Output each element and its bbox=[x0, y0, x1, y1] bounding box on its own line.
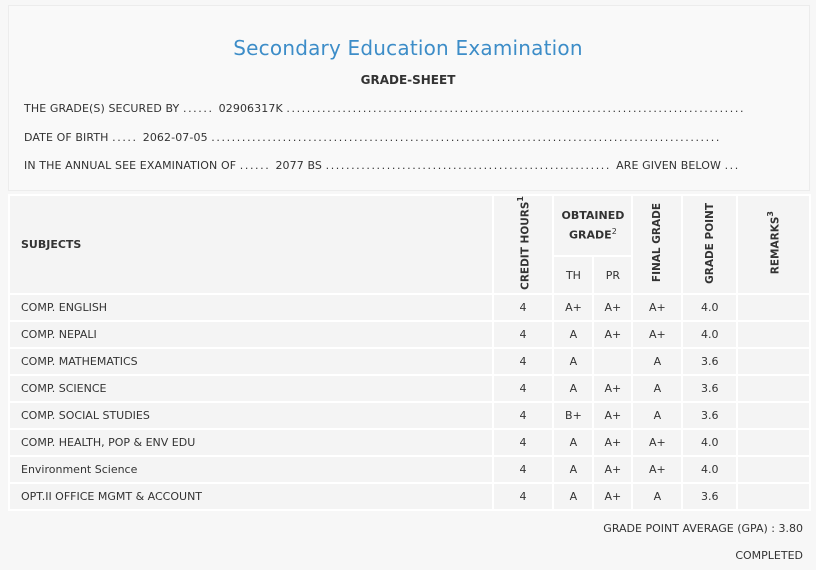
obtained-grade-header: OBTAINED GRADE$^2$ bbox=[553, 195, 632, 256]
table-row bbox=[9, 402, 810, 429]
subject-cell: COMP. SCIENCE bbox=[9, 375, 493, 402]
final-cell: A+ bbox=[632, 456, 682, 483]
gp-cell: 4.0 bbox=[682, 456, 737, 483]
remarks-cell bbox=[737, 483, 810, 510]
pr-cell: A+ bbox=[593, 321, 632, 348]
final-cell: A+ bbox=[632, 429, 682, 456]
pr-cell: A+ bbox=[593, 429, 632, 456]
th-cell: A bbox=[553, 483, 593, 510]
final-cell: A+ bbox=[632, 294, 682, 321]
pr-cell bbox=[593, 348, 632, 375]
final-cell: A bbox=[632, 483, 682, 510]
gpa-line bbox=[603, 522, 803, 535]
th-cell: B+ bbox=[553, 402, 593, 429]
gp-cell: 3.6 bbox=[682, 348, 737, 375]
symbol-number: 02906317K bbox=[218, 102, 283, 115]
final-cell: A+ bbox=[632, 321, 682, 348]
credit-cell: 4 bbox=[493, 348, 554, 375]
page-subtitle: GRADE-SHEET bbox=[360, 73, 456, 87]
dob-line: DATE OF BIRTH ..... 2062-07-05 .................................................................................................... bbox=[24, 131, 721, 144]
table-row bbox=[9, 483, 810, 510]
gp-cell: 4.0 bbox=[682, 321, 737, 348]
table-row bbox=[9, 294, 810, 321]
remarks-cell bbox=[737, 294, 810, 321]
gpa-value: 3.80 bbox=[778, 522, 803, 535]
final-grade-header: FINAL GRADE bbox=[632, 195, 682, 294]
exam-year: 2077 BS bbox=[275, 159, 322, 172]
th-cell: A bbox=[553, 375, 593, 402]
secured-by-label: THE GRADE(S) SECURED BY bbox=[24, 102, 180, 115]
given-below-label: ARE GIVEN BELOW bbox=[616, 159, 721, 172]
th-cell: A+ bbox=[553, 294, 593, 321]
remarks-cell bbox=[737, 456, 810, 483]
subject-cell: COMP. HEALTH, POP & ENV EDU bbox=[9, 429, 493, 456]
credit-cell: 4 bbox=[493, 456, 554, 483]
remarks-cell bbox=[737, 402, 810, 429]
th-cell: A bbox=[553, 456, 593, 483]
remarks-cell bbox=[737, 348, 810, 375]
grade-point-header: GRADE POINT bbox=[682, 195, 737, 294]
dob-value: 2062-07-05 bbox=[142, 131, 208, 144]
final-cell: A bbox=[632, 375, 682, 402]
secured-by-line: THE GRADE(S) SECURED BY ...... 02906317K .......................................................................................... bbox=[24, 102, 746, 115]
credit-cell: 4 bbox=[493, 483, 554, 510]
page-title: Secondary Education Examination bbox=[233, 36, 583, 60]
grades-table bbox=[8, 194, 811, 511]
gp-cell: 3.6 bbox=[682, 375, 737, 402]
table-row bbox=[9, 456, 810, 483]
gpa-label: GRADE POINT AVERAGE (GPA) : bbox=[603, 522, 775, 535]
table-row bbox=[9, 375, 810, 402]
pr-cell: A+ bbox=[593, 483, 632, 510]
subject-cell: COMP. SOCIAL STUDIES bbox=[9, 402, 493, 429]
remarks-cell bbox=[737, 321, 810, 348]
remarks-cell bbox=[737, 375, 810, 402]
credit-cell: 4 bbox=[493, 294, 554, 321]
remarks-header: REMARKS$^3$ bbox=[737, 195, 810, 294]
table-row bbox=[9, 321, 810, 348]
remarks-cell bbox=[737, 429, 810, 456]
subject-cell: OPT.II OFFICE MGMT & ACCOUNT bbox=[9, 483, 493, 510]
exam-label: IN THE ANNUAL SEE EXAMINATION OF bbox=[24, 159, 237, 172]
credit-cell: 4 bbox=[493, 402, 554, 429]
pr-cell: A+ bbox=[593, 402, 632, 429]
th-cell: A bbox=[553, 429, 593, 456]
gp-cell: 3.6 bbox=[682, 402, 737, 429]
pr-cell: A+ bbox=[593, 294, 632, 321]
exam-line: IN THE ANNUAL SEE EXAMINATION OF ...... 2077 BS ........................................................ ARE GIVEN BELOW ... bbox=[24, 159, 740, 172]
credit-cell: 4 bbox=[493, 429, 554, 456]
table-row bbox=[9, 348, 810, 375]
final-cell: A bbox=[632, 348, 682, 375]
pr-cell: A+ bbox=[593, 456, 632, 483]
pr-cell: A+ bbox=[593, 375, 632, 402]
th-cell: A bbox=[553, 321, 593, 348]
gp-cell: 4.0 bbox=[682, 429, 737, 456]
credit-hours-header: CREDIT HOURS$^1$ bbox=[493, 195, 554, 294]
th-cell: A bbox=[553, 348, 593, 375]
th-header: TH bbox=[553, 256, 593, 293]
pr-header: PR bbox=[593, 256, 632, 293]
final-cell: A bbox=[632, 402, 682, 429]
subject-cell: COMP. ENGLISH bbox=[9, 294, 493, 321]
gp-cell: 4.0 bbox=[682, 294, 737, 321]
gp-cell: 3.6 bbox=[682, 483, 737, 510]
table-row bbox=[9, 429, 810, 456]
credit-cell: 4 bbox=[493, 321, 554, 348]
subject-cell: COMP. NEPALI bbox=[9, 321, 493, 348]
subjects-header: SUBJECTS bbox=[9, 195, 493, 294]
subject-cell: Environment Science bbox=[9, 456, 493, 483]
credit-cell: 4 bbox=[493, 375, 554, 402]
subject-cell: COMP. MATHEMATICS bbox=[9, 348, 493, 375]
status-text: COMPLETED bbox=[735, 549, 803, 562]
dob-label: DATE OF BIRTH bbox=[24, 131, 109, 144]
